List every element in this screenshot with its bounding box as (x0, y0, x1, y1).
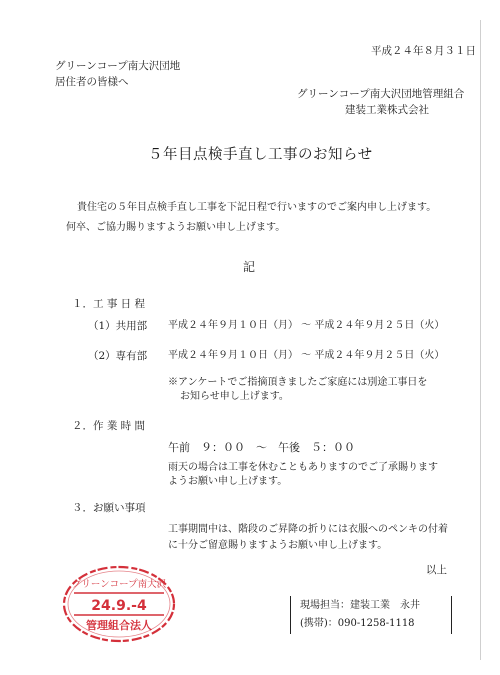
schedule-heading: １．工 事 日 程 (72, 298, 146, 310)
seal-top-text: グリーンコープ南大沢 (71, 579, 167, 590)
schedule-note-line-2: お知らせ申し上げます。 (180, 391, 289, 402)
schedule-note-line-1: ※アンケートでご指摘頂きましたご家庭には別途工事日を (168, 377, 428, 388)
notice-title: ５年目点検手直し工事のお知らせ (148, 147, 373, 163)
contact-phone: (携帯)：090-1258-1118 (300, 618, 415, 629)
hours-rain-line-2: ようお願い申し上げます。 (168, 476, 288, 487)
sender-company: 建装工業株式会社 (345, 104, 429, 116)
association-seal-stamp (60, 565, 178, 643)
schedule-private-label: （2）専有部 (88, 350, 148, 362)
recipient-residents: 居住者の皆様へ (55, 76, 129, 88)
seal-bottom-text: 管理組合法人 (86, 619, 152, 632)
ki-heading: 記 (243, 260, 256, 274)
intro-line-2: 何卒、ご協力賜りますようお願い申し上げます。 (66, 222, 286, 233)
schedule-common-value: 平成２４年９月１０日（月） ～ 平成２４年９月２５日（火） (168, 320, 445, 331)
request-heading: ３．お願い事項 (72, 502, 146, 514)
hours-heading: ２．作 業 時 間 (72, 420, 146, 432)
recipient-complex: グリーンコープ南大沢団地 (55, 60, 181, 72)
request-line-1: 工事期間中は、階段のご昇降の折りには衣服へのペンキの付着 (168, 524, 448, 535)
schedule-common-label: （1）共用部 (88, 320, 148, 332)
intro-line-1: 貴住宅の５年目点検手直し工事を下記日程で行いますのでご案内申し上げます。 (77, 202, 437, 213)
seal-graphic (60, 565, 178, 643)
contact-person: 現場担当：建装工業 永井 (300, 600, 420, 611)
schedule-private-value: 平成２４年９月１０日（月） ～ 平成２４年９月２５日（火） (168, 350, 445, 361)
sender-association: グリーンコープ南大沢団地管理組合 (297, 88, 465, 100)
hours-rain-line-1: 雨天の場合は工事を休むこともありますのでご了承賜ります (168, 462, 438, 473)
scan-edge-line (480, 20, 481, 660)
closing-ijou: 以上 (426, 564, 447, 576)
issue-date: 平成２４年８月３１日 (371, 45, 476, 57)
hours-time: 午前 ９：００ ～ 午後 ５：００ (168, 441, 355, 454)
seal-date-text: 24.9.-4 (91, 598, 147, 614)
request-line-2: に十分ご留意賜りますようお願い申し上げます。 (168, 540, 388, 551)
